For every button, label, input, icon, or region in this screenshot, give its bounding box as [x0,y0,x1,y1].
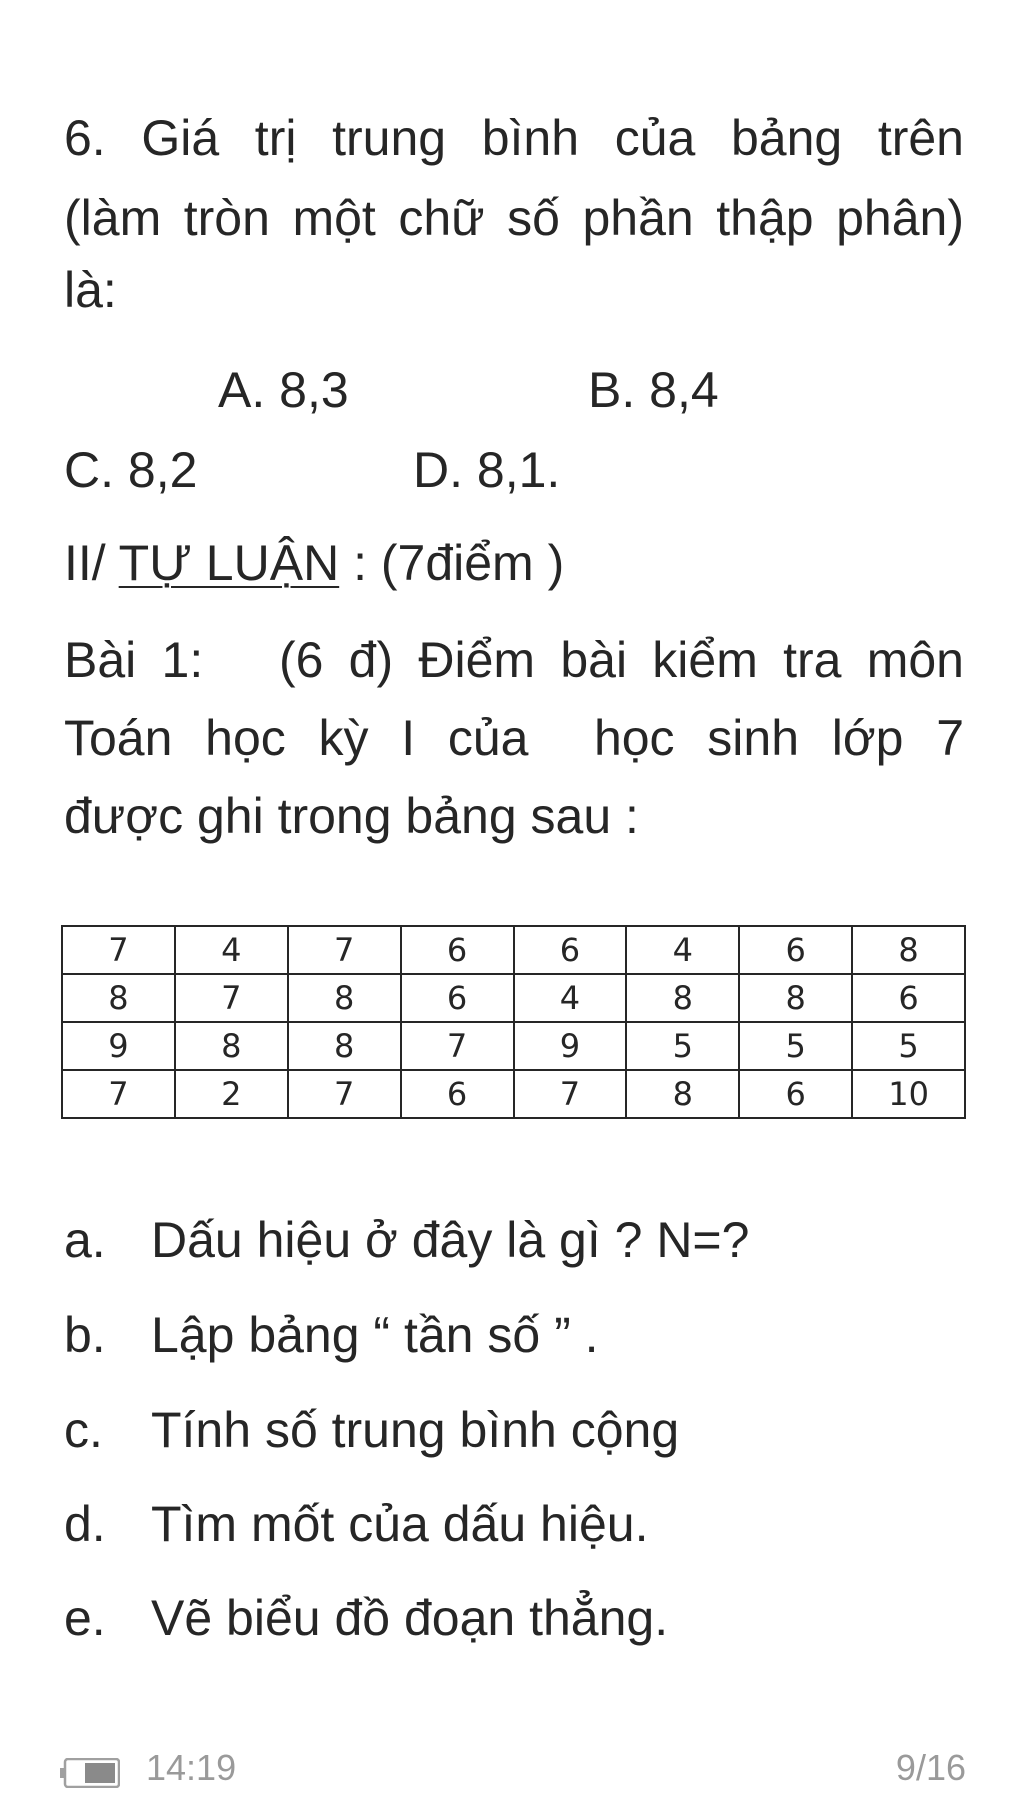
option-a: A. 8,3 [218,362,349,418]
table-cell: 4 [626,926,739,974]
exercise-1-line-3: được ghi trong bảng sau : [64,788,639,844]
task-text: Vẽ biểu đồ đoạn thẳng. [151,1590,669,1646]
section-title: TỰ LUẬN [118,535,340,591]
table-cell: 9 [514,1022,627,1070]
table-row [62,974,965,1022]
question-6-line-3: là: [64,262,117,318]
table-cell: 8 [626,974,739,1022]
table-cell: 6 [739,926,852,974]
table-cell: 8 [288,1022,401,1070]
table-row [62,926,965,974]
task-item [64,1494,648,1554]
status-bar [0,1745,1024,1795]
option-d: D. 8,1. [413,442,561,498]
table-cell: 7 [514,1070,627,1118]
table-cell: 2 [175,1070,288,1118]
exercise-1-line-1: Bài 1: (6 đ) Điểm bài kiểm tra môn [64,632,964,688]
table-cell: 6 [514,926,627,974]
task-letter: a. [64,1212,106,1268]
table-cell: 6 [401,1070,514,1118]
page-indicator: 9/16 [895,1747,966,1788]
table-cell: 4 [175,926,288,974]
clock: 14:19 [146,1747,237,1788]
question-6-line-1: 6. Giá trị trung bình của bảng trên [64,110,964,166]
table-cell: 9 [62,1022,175,1070]
table-cell: 5 [852,1022,965,1070]
section-suffix: : (7điểm ) [339,535,565,591]
table-cell: 8 [175,1022,288,1070]
task-item [64,1210,749,1270]
table-cell: 5 [626,1022,739,1070]
table-cell: 7 [175,974,288,1022]
table-cell: 6 [401,974,514,1022]
table-cell: 10 [852,1070,965,1118]
table-cell: 4 [514,974,627,1022]
table-cell: 6 [401,926,514,974]
option-b: B. 8,4 [588,362,719,418]
table-cell: 6 [739,1070,852,1118]
table-cell: 8 [62,974,175,1022]
task-text: Lập bảng “ tần số ” . [151,1307,599,1363]
table-cell: 7 [401,1022,514,1070]
task-item [64,1588,668,1648]
table-row [62,1022,965,1070]
table-cell: 7 [288,1070,401,1118]
table-cell: 7 [288,926,401,974]
section-heading [64,533,564,593]
section-prefix: II/ [64,535,119,591]
question-6-line-2: (làm tròn một chữ số phần thập phân) [64,190,964,246]
score-table [61,925,966,1119]
task-text: Tìm mốt của dấu hiệu. [151,1496,649,1552]
task-text: Dấu hiệu ở đây là gì ? N=? [151,1212,750,1268]
table-cell: 6 [852,974,965,1022]
table-cell: 7 [62,1070,175,1118]
table-cell: 5 [739,1022,852,1070]
table-cell: 8 [739,974,852,1022]
task-text: Tính số trung bình cộng [151,1402,680,1458]
table-row [62,1070,965,1118]
battery-icon [60,1758,120,1788]
task-letter: d. [64,1496,106,1552]
table-cell: 8 [626,1070,739,1118]
task-item [64,1400,679,1460]
task-item [64,1305,599,1365]
option-c: C. 8,2 [64,442,198,498]
table-cell: 7 [62,926,175,974]
table-cell: 8 [852,926,965,974]
task-letter: e. [64,1590,106,1646]
task-letter: b. [64,1307,106,1363]
task-letter: c. [64,1402,103,1458]
table-cell: 8 [288,974,401,1022]
exercise-1-line-2: Toán học kỳ I của học sinh lớp 7 [64,710,964,766]
